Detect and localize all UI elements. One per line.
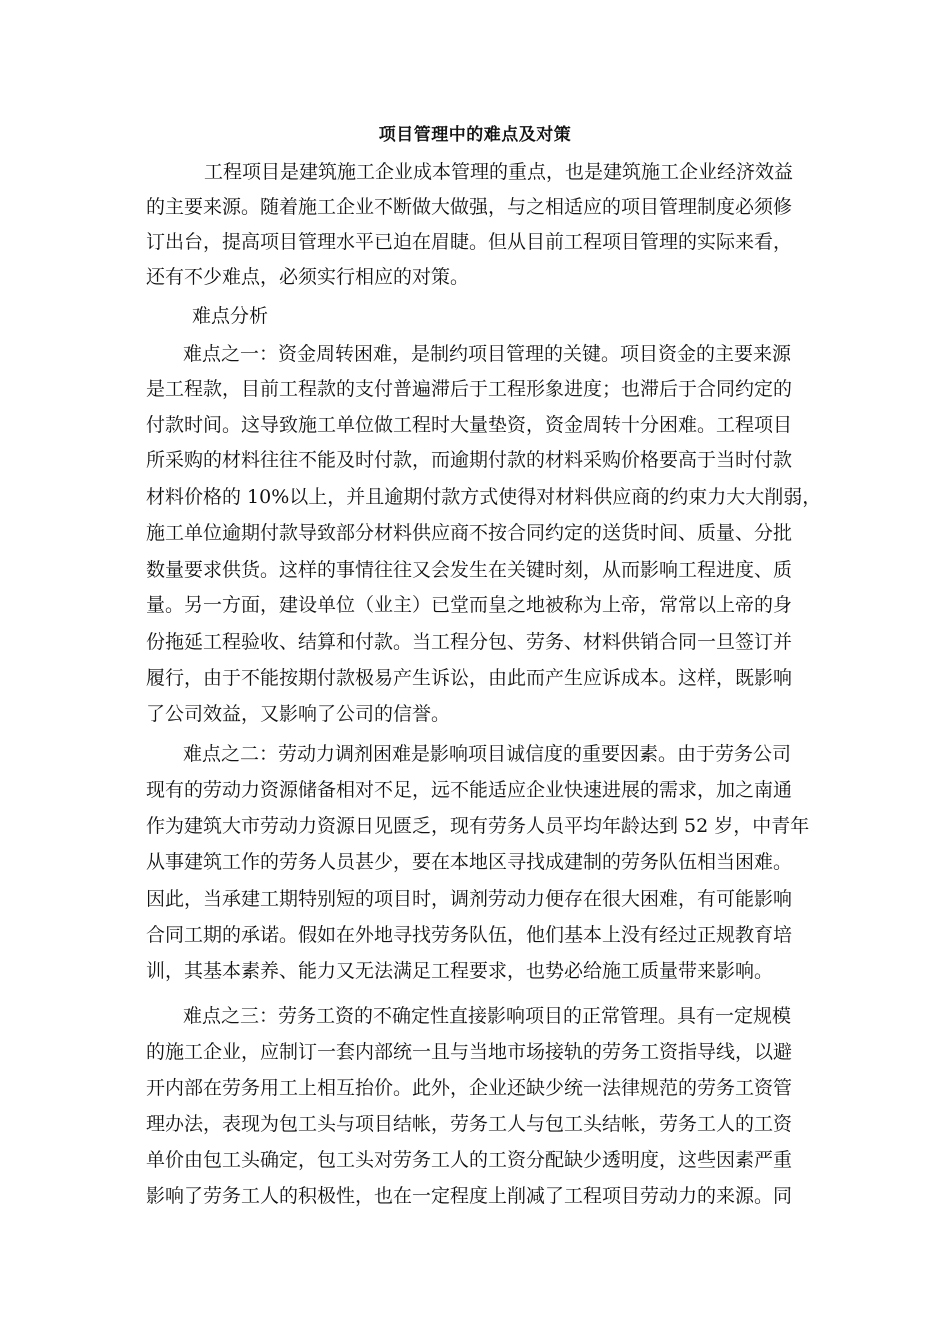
text-line: 合同工期的承诺。假如在外地寻找劳务队伍，他们基本上没有经过正规教育培 xyxy=(146,924,793,946)
text-line: 工程项目是建筑施工企业成本管理的重点，也是建筑施工企业经济效益 xyxy=(204,161,794,183)
text-line: 施工单位逾期付款导致部分材料供应商不按合同约定的送货时间、质量、分批 xyxy=(146,522,793,544)
text-line: 难点之一：资金周转困难，是制约项目管理的关键。项目资金的主要来源 xyxy=(183,343,792,365)
text-line: 量。另一方面，建设单位（业主）已堂而皇之地被称为上帝，常常以上帝的身 xyxy=(146,594,793,616)
text-line: 作为建筑大市劳动力资源日见匮乏，现有劳务人员平均年龄达到 52 岁，中青年 xyxy=(146,815,810,837)
section-heading: 难点分析 xyxy=(192,305,269,327)
document-title: 项目管理中的难点及对策 xyxy=(378,125,572,145)
text-line: 材料价格的 10%以上，并且逾期付款方式使得对材料供应商的约束力大大削弱， xyxy=(146,486,822,508)
text-line: 数量要求供货。这样的事情往往又会发生在关键时刻，从而影响工程进度、质 xyxy=(146,559,793,581)
text-line: 是工程款，目前工程款的支付普遍滞后于工程形象进度；也滞后于合同约定的 xyxy=(146,378,793,400)
text-line: 单价由包工头确定，包工头对劳务工人的工资分配缺少透明度，这些因素严重 xyxy=(146,1149,793,1171)
text-line: 难点之三：劳务工资的不确定性直接影响项目的正常管理。具有一定规模 xyxy=(183,1005,792,1027)
text-line: 份拖延工程验收、结算和付款。当工程分包、劳务、材料供销合同一旦签订并 xyxy=(146,631,793,653)
text-line: 从事建筑工作的劳务人员甚少，要在本地区寻找成建制的劳务队伍相当困难。 xyxy=(146,851,793,873)
text-line: 理办法，表现为包工头与项目结帐，劳务工人与包工头结帐，劳务工人的工资 xyxy=(146,1113,793,1135)
text-line: 所采购的材料往往不能及时付款，而逾期付款的材料采购价格要高于当时付款 xyxy=(146,449,793,471)
text-line: 开内部在劳务用工上相互抬价。此外，企业还缺少统一法律规范的劳务工资管 xyxy=(146,1077,793,1099)
text-line: 了公司效益，又影响了公司的信誉。 xyxy=(146,703,451,725)
text-line: 的主要来源。随着施工企业不断做大做强，与之相适应的项目管理制度必须修 xyxy=(146,196,793,218)
text-line: 影响了劳务工人的积极性，也在一定程度上削减了工程项目劳动力的来源。同 xyxy=(146,1185,793,1207)
text-line: 因此，当承建工期特别短的项目时，调剂劳动力便存在很大困难，有可能影响 xyxy=(146,888,793,910)
text-line: 的施工企业，应制订一套内部统一且与当地市场接轨的劳务工资指导线，以避 xyxy=(146,1041,793,1063)
text-line: 付款时间。这导致施工单位做工程时大量垫资，资金周转十分困难。工程项目 xyxy=(146,414,793,436)
text-line: 还有不少难点，必须实行相应的对策。 xyxy=(146,266,470,288)
text-line: 现有的劳动力资源储备相对不足，远不能适应企业快速进展的需求，加之南通 xyxy=(146,779,793,801)
text-line: 难点之二：劳动力调剂困难是影响项目诚信度的重要因素。由于劳务公司 xyxy=(183,743,792,765)
text-line: 履行，由于不能按期付款极易产生诉讼，由此而产生应诉成本。这样，既影响 xyxy=(146,667,793,689)
text-line: 订出台，提高项目管理水平已迫在眉睫。但从目前工程项目管理的实际来看， xyxy=(146,231,793,253)
text-line: 训，其基本素养、能力又无法满足工程要求，也势必给施工质量带来影响。 xyxy=(146,960,774,982)
